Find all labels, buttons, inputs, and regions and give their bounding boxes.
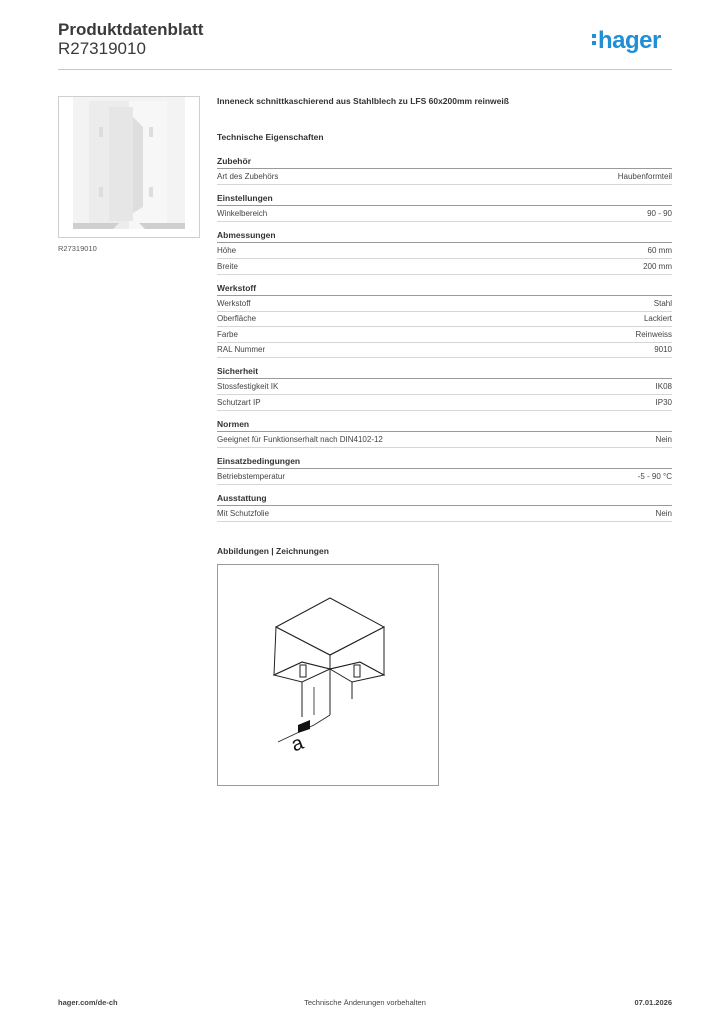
property-row xyxy=(217,381,672,395)
property-group xyxy=(217,493,672,522)
page-title: Produktdatenblatt xyxy=(58,20,204,39)
property-value: Reinweiss xyxy=(635,329,672,339)
property-label: Oberfläche xyxy=(217,314,257,323)
property-label: Breite xyxy=(217,261,238,271)
product-description: Inneneck schnittkaschierend aus Stahlblech zu LFS 60x200mm reinweiß xyxy=(217,96,509,106)
property-group xyxy=(217,419,672,448)
property-label: RAL Nummer xyxy=(217,345,266,354)
group-title: Einstellungen xyxy=(217,193,672,206)
inner-corner-drawing-icon xyxy=(218,565,438,785)
hager-logo xyxy=(592,27,661,55)
property-row xyxy=(217,329,672,343)
footer-notice: Technische Änderungen vorbehalten xyxy=(304,998,426,1007)
properties-list xyxy=(217,156,672,522)
property-row xyxy=(217,397,672,411)
property-value: IK08 xyxy=(655,382,672,391)
property-label: Werkstoff xyxy=(217,298,251,308)
property-row xyxy=(217,298,672,312)
property-row xyxy=(217,434,672,448)
property-value: -5 - 90 °C xyxy=(637,471,672,481)
property-value: Stahl xyxy=(653,298,672,308)
property-row xyxy=(217,171,672,185)
property-row xyxy=(217,313,672,327)
property-row xyxy=(217,471,672,485)
property-group xyxy=(217,230,672,275)
property-value: 90 - 90 xyxy=(647,209,672,218)
group-title: Zubehör xyxy=(217,156,672,169)
group-title: Werkstoff xyxy=(217,283,672,296)
property-label: Mit Schutzfolie xyxy=(217,508,270,518)
property-label: Winkelbereich xyxy=(217,209,268,218)
property-group xyxy=(217,456,672,485)
property-value: 200 mm xyxy=(643,261,672,271)
product-photo-icon xyxy=(59,97,199,237)
group-title: Abmessungen xyxy=(217,230,672,243)
property-row xyxy=(217,508,672,522)
property-label: Geeignet für Funktionserhalt nach DIN4102-12 xyxy=(217,434,383,444)
property-value: Nein xyxy=(655,434,672,444)
property-label: Art des Zubehörs xyxy=(217,172,279,181)
group-title: Einsatzbedingungen xyxy=(217,456,672,469)
property-row xyxy=(217,245,672,259)
property-label: Schutzart IP xyxy=(217,397,261,407)
dimension-label: a xyxy=(288,731,307,756)
group-title: Sicherheit xyxy=(217,366,672,379)
property-group xyxy=(217,366,672,411)
property-value: 60 mm xyxy=(647,246,672,255)
footer-website-link[interactable]: hager.com/de-ch xyxy=(58,998,118,1007)
property-value: Nein xyxy=(655,508,672,518)
header-divider xyxy=(58,69,672,70)
property-row xyxy=(217,344,672,358)
footer-date: 07.01.2026 xyxy=(634,998,672,1007)
illustrations-heading: Abbildungen | Zeichnungen xyxy=(217,545,329,556)
property-label: Betriebstemperatur xyxy=(217,471,286,481)
image-caption: R27319010 xyxy=(58,244,97,253)
properties-heading: Technische Eigenschaften xyxy=(217,132,324,142)
property-value: Lackiert xyxy=(643,314,672,323)
property-label: Stossfestigkeit IK xyxy=(217,382,279,391)
property-value: IP30 xyxy=(655,397,672,407)
logo-text: hager xyxy=(598,27,661,54)
property-label: Farbe xyxy=(217,329,238,339)
technical-drawing xyxy=(217,564,439,786)
group-title: Normen xyxy=(217,419,672,432)
logo-dots-icon xyxy=(592,30,596,48)
property-label: Höhe xyxy=(217,246,237,255)
article-number: R27319010 xyxy=(58,39,146,58)
property-group xyxy=(217,156,672,185)
property-group xyxy=(217,283,672,359)
group-title: Ausstattung xyxy=(217,493,672,506)
property-value: 9010 xyxy=(654,345,672,354)
property-row xyxy=(217,261,672,275)
property-value: Haubenformteil xyxy=(617,172,672,181)
main-content xyxy=(217,96,672,786)
property-group xyxy=(217,193,672,222)
product-image xyxy=(58,96,200,238)
property-row xyxy=(217,208,672,222)
